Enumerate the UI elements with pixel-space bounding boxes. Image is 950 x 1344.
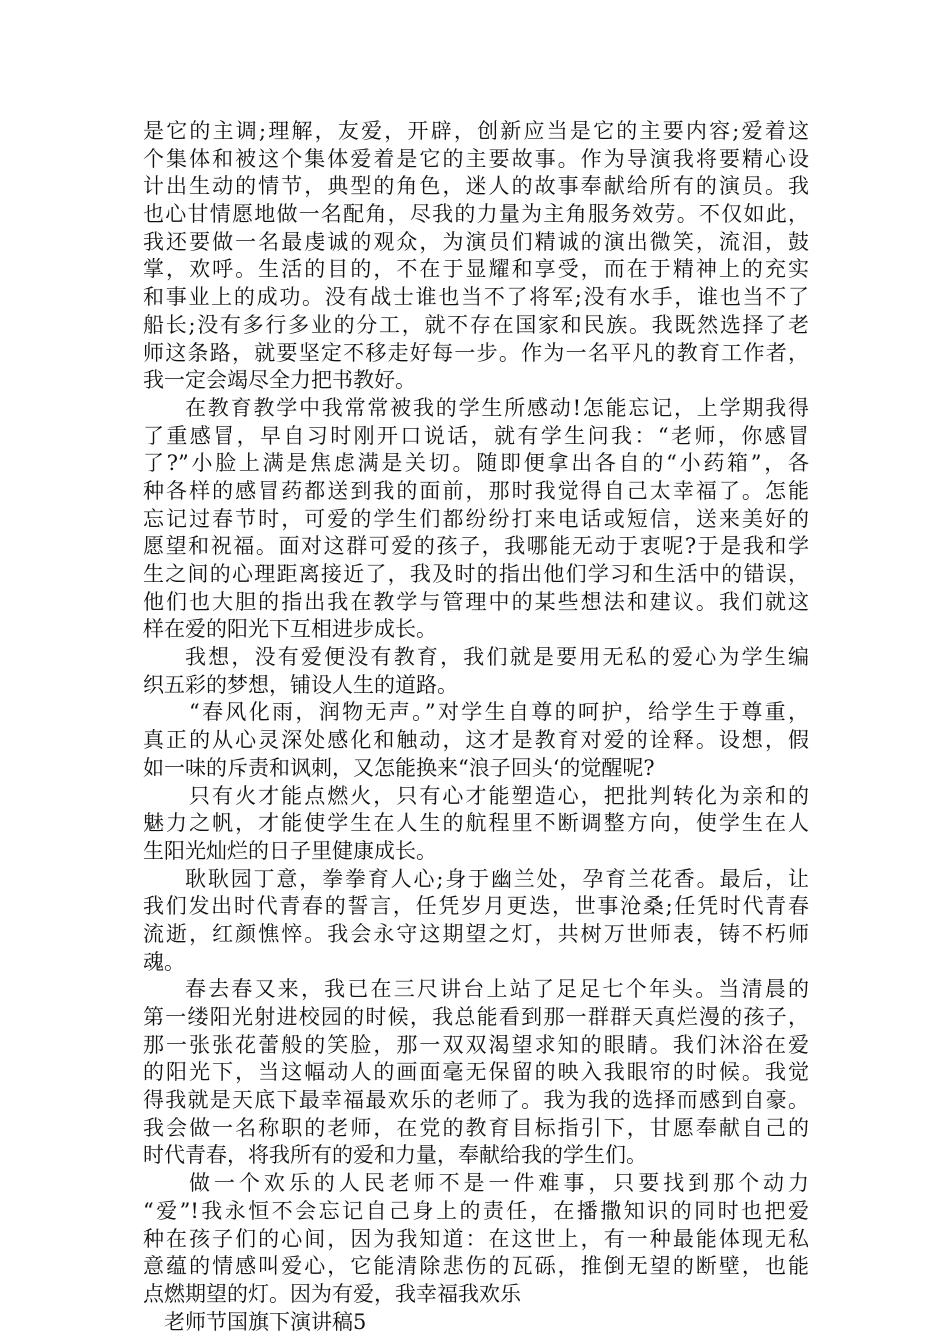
- paragraph-line: 样在爱的阳光下互相进步成长。: [143, 617, 437, 642]
- paragraph-line: 我会做一名称职的老师，在党的教育目标指引下，甘愿奉献自己的: [143, 1115, 809, 1140]
- paragraph-line: 忘记过春节时，可爱的学生们都纷纷打来电话或短信，送来美好的: [143, 506, 809, 531]
- paragraph-line: 我想，没有爱便没有教育，我们就是要用无私的爱心为学生编: [185, 645, 809, 670]
- paragraph-line: 也心甘情愿地做一名配角，尽我的力量为主角服务效劳。不仅如此，: [143, 202, 809, 227]
- paragraph: [143, 118, 809, 395]
- paragraph-line: 他们也大胆的指出我在教学与管理中的某些想法和建议。我们就这: [143, 589, 809, 614]
- paragraph-line: 流逝，红颜憔悴。我会永守这期望之灯，共树万世师表，铸不朽师: [143, 921, 809, 946]
- paragraph-line: 只有火才能点燃火，只有心才能塑造心，把批判转化为亲和的: [189, 783, 809, 808]
- paragraph-line: 我还要做一名最虔诚的观众，为演员们精诚的演出微笑，流泪，鼓: [143, 229, 809, 254]
- paragraph: [143, 395, 809, 644]
- paragraph-line: 愿望和祝福。面对这群可爱的孩子，我哪能无动于衷呢?于是我和学: [143, 534, 809, 559]
- paragraph-line: 魂。: [143, 949, 185, 974]
- paragraph-line: 是它的主调;理解，友爱，开辟，创新应当是它的主要内容;爱着这: [143, 119, 809, 143]
- paragraph-line: 我们发出时代青春的誓言，任凭岁月更迭，世事沧桑;任凭时代青春: [143, 894, 809, 919]
- paragraph-line: “爱”!我永恒不会忘记自己身上的责任，在播撒知识的同时也把爱: [143, 1198, 809, 1223]
- paragraph-line: 织五彩的梦想，铺设人生的道路。: [143, 672, 458, 697]
- next-section-title: 老师节国旗下演讲稿5: [164, 1309, 367, 1334]
- paragraph: [143, 644, 809, 699]
- paragraph-line: 做一个欢乐的人民老师不是一件难事，只要找到那个动力: [189, 1171, 809, 1196]
- paragraph-line: 船长;没有多行多业的分工，就不存在国家和民族。我既然选择了老: [143, 312, 809, 337]
- paragraph-line: 了重感冒，早自习时刚开口说话，就有学生问我：“老师，你感冒: [143, 423, 809, 448]
- paragraph: [143, 976, 809, 1170]
- document-body: [143, 118, 809, 1336]
- paragraph-line: 生阳光灿烂的日子里健康成长。: [143, 838, 437, 863]
- paragraph-line: 第一缕阳光射进校园的时候，我总能看到那一群群天真烂漫的孩子，: [143, 1005, 809, 1029]
- paragraph-line: 生之间的心理距离接近了，我及时的指出他们学习和生活中的错误，: [143, 562, 809, 586]
- paragraph-line: 的阳光下，当这幅动人的画面毫无保留的映入我眼帘的时候。我觉: [143, 1060, 809, 1085]
- paragraph-line: 真正的从心灵深处感化和触动，这才是教育对爱的诠释。设想，假: [143, 728, 809, 753]
- paragraph-line: 师这条路，就要坚定不移走好每一步。作为一名平凡的教育工作者，: [143, 340, 809, 365]
- paragraph-line: 如一味的斥责和讽刺，又怎能换来“浪子回头‘的觉醒呢?: [143, 755, 655, 780]
- paragraph-line: 我一定会竭尽全力把书教好。: [143, 368, 416, 393]
- paragraph-line: “春风化雨，润物无声。”对学生自尊的呵护，给学生于尊重，: [189, 700, 809, 725]
- paragraph: [143, 783, 809, 866]
- paragraph-line: 得我就是天底下最幸福最欢乐的老师了。我为我的选择而感到自豪。: [143, 1088, 809, 1113]
- paragraph-line: 耿耿园丁意，拳拳育人心;身于幽兰处，孕育兰花香。最后，让: [185, 866, 809, 891]
- paragraph-line: 意蕴的情感叫爱心，它能清除悲伤的瓦砾，推倒无望的断壁，也能: [143, 1254, 809, 1279]
- paragraph-line: 春去春又来，我已在三尺讲台上站了足足七个年头。当清晨的: [185, 977, 809, 1002]
- paragraph-line: 那一张张花蕾般的笑脸，那一双双渴望求知的眼睛。我们沐浴在爱: [143, 1032, 809, 1057]
- paragraph-line: 个集体和被这个集体爱着是它的主要故事。作为导演我将要精心设: [143, 146, 809, 171]
- paragraph-line: 计出生动的情节，典型的角色，迷人的故事奉献给所有的演员。我: [143, 174, 809, 199]
- paragraph-line: 时代青春，将我所有的爱和力量，奉献给我的学生们。: [143, 1143, 647, 1168]
- paragraph: [143, 1170, 809, 1308]
- paragraph-line: 在教育教学中我常常被我的学生所感动!怎能忘记，上学期我得: [185, 395, 809, 420]
- paragraph-line: 了?”小脸上满是焦虑满是关切。随即便拿出各自的“小药箱”，各: [143, 451, 809, 476]
- paragraph-line: 掌，欢呼。生活的目的，不在于显耀和享受，而在于精神上的充实: [143, 257, 809, 282]
- paragraph-line: 和事业上的成功。没有战士谁也当不了将军;没有水手，谁也当不了: [143, 285, 809, 310]
- paragraph: [143, 699, 809, 782]
- paragraph-line: 种在孩子们的心间，因为我知道：在这世上，有一种最能体现无私: [143, 1226, 809, 1251]
- paragraph-line: 种各样的感冒药都送到我的面前，那时我觉得自己太幸福了。怎能: [143, 478, 809, 503]
- paragraph-line: 点燃期望的灯。因为有爱，我幸福我欢乐: [143, 1281, 521, 1306]
- paragraph-line: 魅力之帆，才能使学生在人生的航程里不断调整方向，使学生在人: [143, 811, 809, 836]
- paragraph: [143, 866, 809, 977]
